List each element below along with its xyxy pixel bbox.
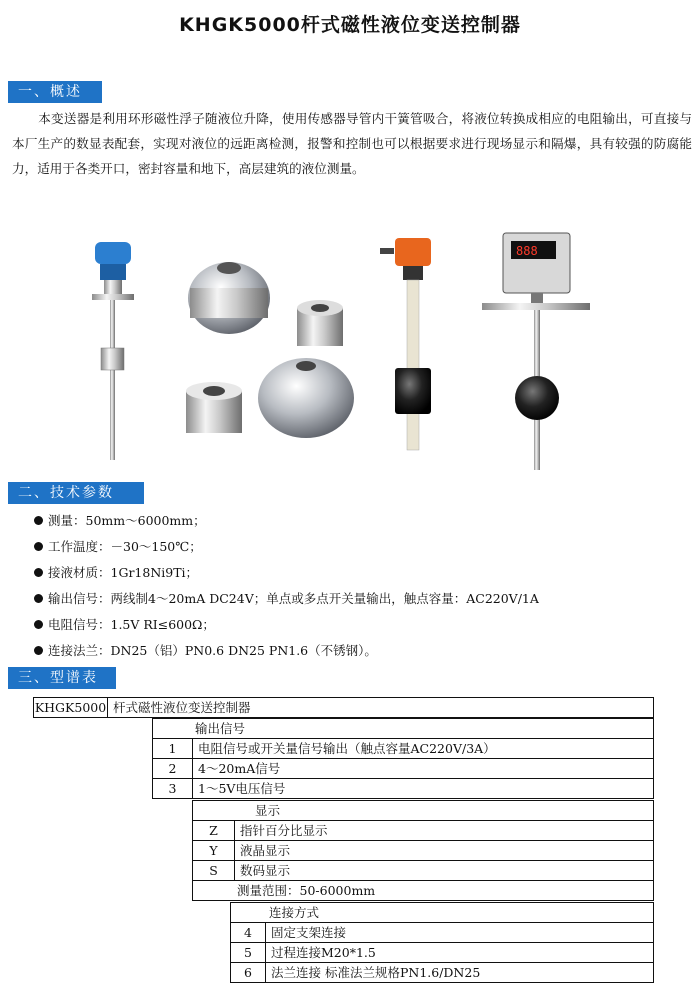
bullet-icon: [34, 620, 43, 629]
intro-text: 本变送器是利用环形磁性浮子随液位升降，使用传感器导管内干簧管吸合，将液位转换成相应的电阻输出，可直接与本厂生产的数显表配套，实现对液位的远距离检测，报警和控制也可以根据要求进行现场显示和隔爆，具有较强的防腐能力，适用于各类开口，密封容量和地下，高层建筑的液位测量。: [12, 111, 692, 176]
range-cell: 测量范围：50-6000mm: [192, 880, 654, 901]
output-code-1: 1: [152, 738, 193, 759]
param-item: 电阻信号：1.5V RI≤600Ω；: [34, 612, 684, 638]
display-text-s: 数码显示: [234, 860, 654, 881]
param-item: 输出信号：两线制4～20mA DC24V；单点或多点开关量输出，触点容量：AC220V/1A: [34, 586, 684, 612]
bullet-icon: [34, 646, 43, 655]
conn-header-cell: 连接方式: [230, 902, 654, 923]
param-item: 连接法兰：DN25（铝）PN0.6 DN25 PN1.6（不锈钢）。: [34, 638, 684, 664]
params-list: [34, 508, 684, 664]
svg-text:888: 888: [516, 244, 538, 258]
intro-paragraph: [12, 106, 692, 181]
product-digital-display: [482, 233, 590, 470]
display-code-z: Z: [192, 820, 235, 841]
page-title: KHGK5000杆式磁性液位变送控制器: [179, 14, 521, 36]
model-name-cell: 杆式磁性液位变送控制器: [107, 697, 654, 718]
output-text-2: 4～20mA信号: [192, 758, 654, 779]
product-transmitter-blue: [92, 242, 134, 460]
bullet-icon: [34, 568, 43, 577]
conn-text-4: 固定支架连接: [265, 922, 654, 943]
output-header-cell: 输出信号: [152, 718, 654, 739]
section-params-heading: 二、技术参数: [8, 482, 144, 504]
output-code-3: 3: [152, 778, 193, 799]
bullet-icon: [34, 542, 43, 551]
section-overview-heading: 一、概述: [8, 81, 102, 103]
param-item: 工作温度：－30～150℃；: [34, 534, 684, 560]
product-photos: [0, 228, 700, 478]
bullet-icon: [34, 594, 43, 603]
display-code-y: Y: [192, 840, 235, 861]
display-text-z: 指针百分比显示: [234, 820, 654, 841]
param-item: 测量：50mm～6000mm；: [34, 508, 684, 534]
section-model-heading: 三、型谱表: [8, 667, 116, 689]
display-header-cell: 显示: [192, 800, 654, 821]
model-code-cell: KHGK5000: [33, 697, 108, 718]
conn-code-4: 4: [230, 922, 266, 943]
display-code-s: S: [192, 860, 235, 881]
product-transmitter-orange: [380, 238, 431, 450]
conn-text-6: 法兰连接 标准法兰规格PN1.6/DN25: [265, 962, 654, 983]
display-text-y: 液晶显示: [234, 840, 654, 861]
output-text-3: 1～5V电压信号: [192, 778, 654, 799]
conn-text-5: 过程连接M20*1.5: [265, 942, 654, 963]
output-code-2: 2: [152, 758, 193, 779]
output-text-1: 电阻信号或开关量信号输出（触点容量AC220V/3A）: [192, 738, 654, 759]
product-floats: [186, 262, 354, 438]
bullet-icon: [34, 516, 43, 525]
conn-code-6: 6: [230, 962, 266, 983]
conn-code-5: 5: [230, 942, 266, 963]
param-item: 接液材质：1Gr18Ni9Ti；: [34, 560, 684, 586]
